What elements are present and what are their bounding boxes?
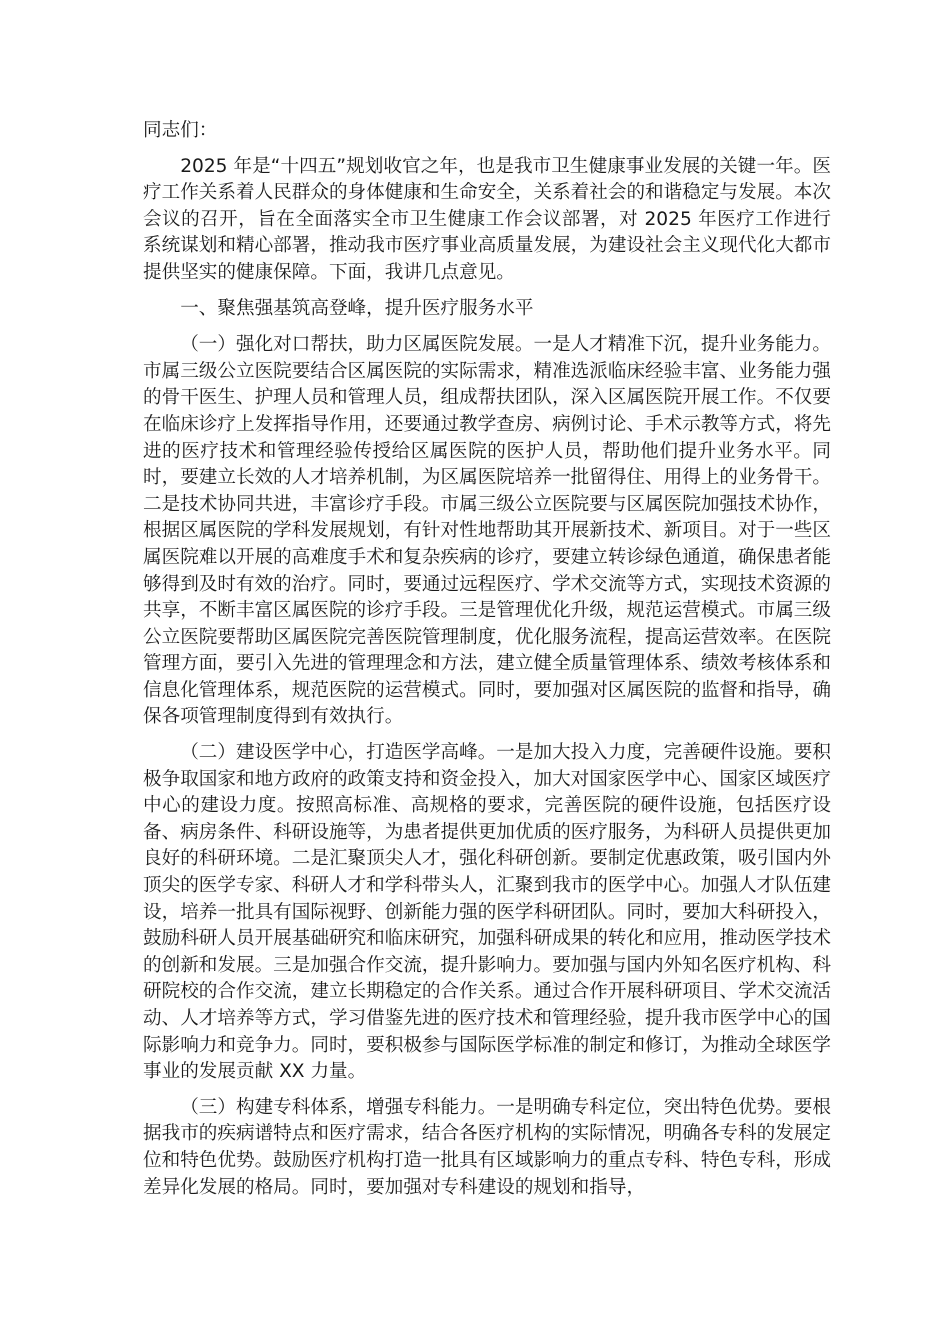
intro-paragraph: 2025 年是“十四五”规划收官之年，也是我市卫生健康事业发展的关键一年。医疗工作关系着人民群众的身体健康和生命安全，关系着社会的和谐稳定与发展。本次会议的召开，旨在全面落实全市卫生健康工作会议部署，对 2025 年医疗工作进行系统谋划和精心部署，推动我市医疗事业高质量发展，为建设社会主义现代化大都市提供坚实的健康保障。下面，我讲几点意见。: [143, 155, 831, 283]
document-body: [143, 118, 831, 1210]
section-1-paragraph-3: （三）构建专科体系，增强专科能力。一是明确专科定位，突出特色优势。要根据我市的疾病谱特点和医疗需求，结合各医疗机构的实际情况，明确各专科的发展定位和特色优势。鼓励医疗机构打造一批具有区域影响力的重点专科、特色专科，形成差异化发展的格局。同时，要加强对专科建设的规划和指导，: [143, 1096, 831, 1198]
section-heading: 一、聚焦强基筑高登峰，提升医疗服务水平: [180, 297, 534, 319]
salutation: 同志们：: [143, 120, 218, 141]
section-1-paragraph-1: （一）强化对口帮扶，助力区属医院发展。一是人才精准下沉，提升业务能力。市属三级公立医院要结合区属医院的实际需求，精准选派临床经验丰富、业务能力强的骨干医生、护理人员和管理人员，组成帮扶团队，深入区属医院开展工作。不仅要在临床诊疗上发挥指导作用，还要通过教学查房、病例讨论、手术示教等方式，将先进的医疗技术和管理经验传授给区属医院的医护人员，帮助他们提升业务水平。同时，要建立长效的人才培养机制，为区属医院培养一批留得住、用得上的业务骨干。二是技术协同共进，丰富诊疗手段。市属三级公立医院要与区属医院加强技术协作，根据区属医院的学科发展规划，有针对性地帮助其开展新技术、新项目。对于一些区属医院难以开展的高难度手术和复杂疾病的诊疗，要建立转诊绿色通道，确保患者能够得到及时有效的治疗。同时，要通过远程医疗、学术交流等方式，实现技术资源的共享，不断丰富区属医院的诊疗手段。三是管理优化升级，规范运营模式。市属三级公立医院要帮助区属医院完善医院管理制度，优化服务流程，提高运营效率。在医院管理方面，要引入先进的管理理念和方法，建立健全质量管理体系、绩效考核体系和信息化管理体系，规范医院的运营模式。同时，要加强对区属医院的监督和指导，确保各项管理制度得到有效执行。: [143, 334, 831, 728]
section-1-paragraph-2: （二）建设医学中心，打造医学高峰。一是加大投入力度，完善硬件设施。要积极争取国家和地方政府的政策支持和资金投入，加大对国家医学中心、国家区域医疗中心的建设力度。按照高标准、高规格的要求，完善医院的硬件设施，包括医疗设备、病房条件、科研设施等，为患者提供更加优质的医疗服务，为科研人员提供更加良好的科研环境。二是汇聚顶尖人才，强化科研创新。要制定优惠政策，吸引国内外顶尖的医学专家、科研人才和学科带头人，汇聚到我市的医学中心。加强人才队伍建设，培养一批具有国际视野、创新能力强的医学科研团队。同时，要加大科研投入，鼓励科研人员开展基础研究和临床研究，加强科研成果的转化和应用，推动医学技术的创新和发展。三是加强合作交流，提升影响力。要加强与国内外知名医疗机构、科研院校的合作交流，建立长期稳定的合作关系。通过合作开展科研项目、学术交流活动、人才培养等方式，学习借鉴先进的医疗技术和管理经验，提升我市医学中心的国际影响力和竞争力。同时，要积极参与国际医学标准的制定和修订，为推动全球医学事业的发展贡献 XX 力量。: [143, 742, 831, 1083]
